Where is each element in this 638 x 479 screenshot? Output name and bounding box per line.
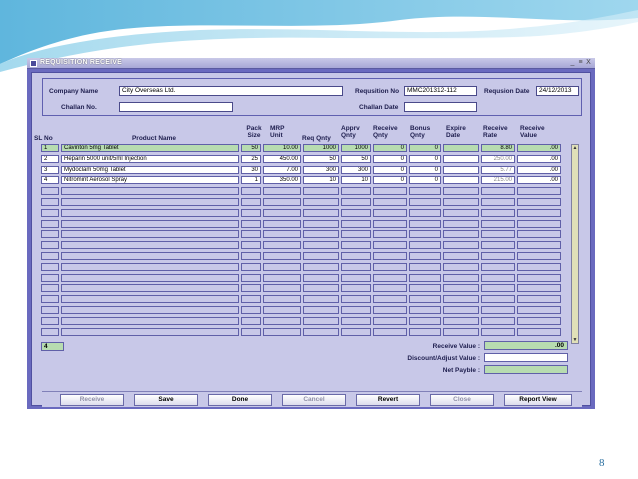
cell-rate[interactable]: 5.77 — [481, 166, 515, 174]
cell-sl[interactable]: 1 — [41, 144, 59, 152]
cell-value[interactable]: .00 — [517, 155, 561, 163]
cell-req[interactable] — [303, 274, 339, 282]
cell-req[interactable] — [303, 198, 339, 206]
cell-value[interactable] — [517, 252, 561, 260]
report-view-button[interactable]: Report View — [504, 394, 572, 406]
cell-mrp[interactable] — [263, 198, 301, 206]
col-sl-no: SL No — [34, 135, 53, 142]
cell-value[interactable] — [517, 306, 561, 314]
empty-table-row[interactable] — [41, 209, 571, 218]
col-receive-value: Receive Value — [520, 125, 545, 139]
cell-bonus[interactable] — [409, 230, 441, 238]
minimize-icon[interactable]: _ — [570, 59, 575, 66]
cell-receive[interactable] — [373, 198, 407, 206]
done-button[interactable]: Done — [208, 394, 272, 406]
cell-receive[interactable] — [373, 220, 407, 228]
cell-pack[interactable] — [241, 284, 261, 292]
window-title: REQUISITION RECEIVE — [40, 59, 122, 66]
cell-mrp[interactable] — [263, 209, 301, 217]
cell-bonus[interactable]: 0 — [409, 144, 441, 152]
cell-sl[interactable] — [41, 274, 59, 282]
cell-sl[interactable] — [41, 198, 59, 206]
table-row[interactable] — [41, 166, 571, 175]
company-field[interactable]: City Overseas Ltd. — [119, 86, 343, 96]
cell-pack[interactable] — [241, 317, 261, 325]
receive-value-total: .00 — [484, 341, 568, 350]
cell-mrp[interactable] — [263, 220, 301, 228]
cell-rate[interactable]: 215.00 — [481, 176, 515, 184]
cell-pack[interactable] — [241, 274, 261, 282]
cell-rate[interactable] — [481, 220, 515, 228]
slide-page-number: 8 — [599, 457, 605, 469]
receive-value-label: Receive Value : — [432, 343, 480, 350]
cell-bonus[interactable] — [409, 241, 441, 249]
cell-receive[interactable]: 0 — [373, 144, 407, 152]
cell-product[interactable] — [61, 187, 239, 195]
discount-field[interactable] — [484, 353, 568, 362]
cell-rate[interactable] — [481, 317, 515, 325]
cell-mrp[interactable] — [263, 295, 301, 303]
cell-apprv[interactable] — [341, 209, 371, 217]
cell-expire[interactable] — [443, 328, 479, 336]
table-row[interactable] — [41, 155, 571, 164]
cell-receive[interactable] — [373, 187, 407, 195]
cell-sl[interactable]: 4 — [41, 176, 59, 184]
cell-pack[interactable] — [241, 263, 261, 271]
cell-expire[interactable] — [443, 166, 479, 174]
cell-value[interactable] — [517, 328, 561, 336]
cell-expire[interactable] — [443, 155, 479, 163]
cell-pack[interactable] — [241, 230, 261, 238]
cell-req[interactable]: 10 — [303, 176, 339, 184]
cell-product[interactable] — [61, 241, 239, 249]
net-payble-label: Net Payble : — [442, 367, 480, 374]
cell-req[interactable] — [303, 187, 339, 195]
cell-product[interactable] — [61, 274, 239, 282]
challan-no-label: Challan No. — [61, 104, 97, 111]
cell-req[interactable] — [303, 317, 339, 325]
cell-product[interactable] — [61, 295, 239, 303]
col-product-name: Product Name — [131, 135, 177, 142]
empty-table-row[interactable] — [41, 241, 571, 250]
empty-table-row[interactable] — [41, 295, 571, 304]
cancel-button[interactable]: Cancel — [282, 394, 346, 406]
cell-rate[interactable] — [481, 328, 515, 336]
cell-bonus[interactable] — [409, 220, 441, 228]
cell-product[interactable] — [61, 209, 239, 217]
cell-value[interactable] — [517, 220, 561, 228]
cell-bonus[interactable] — [409, 209, 441, 217]
cell-value[interactable] — [517, 295, 561, 303]
cell-rate[interactable] — [481, 241, 515, 249]
cell-sl[interactable] — [41, 317, 59, 325]
cell-apprv[interactable] — [341, 317, 371, 325]
cell-req[interactable] — [303, 284, 339, 292]
cell-pack[interactable]: 25 — [241, 155, 261, 163]
cell-receive[interactable] — [373, 295, 407, 303]
cell-product[interactable]: Cavinton 5mg Tablet — [61, 144, 239, 152]
cell-bonus[interactable] — [409, 198, 441, 206]
record-count: 4 — [41, 342, 64, 351]
cell-sl[interactable] — [41, 241, 59, 249]
col-receive-qnty: Receive Qnty — [373, 125, 398, 139]
cell-bonus[interactable] — [409, 187, 441, 195]
cell-mrp[interactable]: 350.00 — [263, 176, 301, 184]
grid-scrollbar[interactable] — [571, 144, 579, 344]
cell-sl[interactable] — [41, 306, 59, 314]
cell-product[interactable] — [61, 252, 239, 260]
cell-sl[interactable] — [41, 209, 59, 217]
cell-mrp[interactable]: 450.00 — [263, 155, 301, 163]
cell-apprv[interactable] — [341, 187, 371, 195]
requisition-form — [31, 72, 591, 406]
cell-value[interactable] — [517, 263, 561, 271]
cell-expire[interactable] — [443, 263, 479, 271]
cell-receive[interactable]: 0 — [373, 155, 407, 163]
cell-product[interactable]: Heparin 5000 unit/5ml Injection — [61, 155, 239, 163]
col-mrp-unit: MRP Unit — [270, 125, 285, 139]
cell-rate[interactable] — [481, 295, 515, 303]
cell-rate[interactable] — [481, 252, 515, 260]
cell-value[interactable] — [517, 230, 561, 238]
cell-product[interactable]: Nitromint Aerosol Spray — [61, 176, 239, 184]
cell-sl[interactable]: 3 — [41, 166, 59, 174]
cell-req[interactable]: 50 — [303, 155, 339, 163]
cell-receive[interactable] — [373, 230, 407, 238]
cell-rate[interactable]: 8.80 — [481, 144, 515, 152]
cell-pack[interactable] — [241, 252, 261, 260]
button-bar — [42, 391, 582, 407]
cell-rate[interactable] — [481, 187, 515, 195]
cell-mrp[interactable] — [263, 252, 301, 260]
cell-receive[interactable] — [373, 328, 407, 336]
empty-table-row[interactable] — [41, 230, 571, 239]
cell-expire[interactable] — [443, 176, 479, 184]
empty-table-row[interactable] — [41, 284, 571, 293]
cell-value[interactable] — [517, 317, 561, 325]
cell-receive[interactable] — [373, 274, 407, 282]
cell-product[interactable] — [61, 317, 239, 325]
cell-expire[interactable] — [443, 209, 479, 217]
cell-apprv[interactable] — [341, 295, 371, 303]
cell-apprv[interactable] — [341, 274, 371, 282]
cell-rate[interactable] — [481, 209, 515, 217]
cell-expire[interactable] — [443, 295, 479, 303]
close-button[interactable]: Close — [430, 394, 494, 406]
cell-req[interactable] — [303, 295, 339, 303]
cell-rate[interactable] — [481, 198, 515, 206]
empty-table-row[interactable] — [41, 198, 571, 207]
cell-pack[interactable] — [241, 220, 261, 228]
cell-product[interactable] — [61, 263, 239, 271]
challan-date-label: Challan Date — [359, 104, 399, 111]
cell-pack[interactable] — [241, 328, 261, 336]
cell-apprv[interactable]: 300 — [341, 166, 371, 174]
cell-sl[interactable] — [41, 252, 59, 260]
empty-table-row[interactable] — [41, 220, 571, 229]
net-payble-field — [484, 365, 568, 374]
cell-req[interactable] — [303, 306, 339, 314]
company-label: Company Name — [49, 88, 99, 95]
requsion-date-field[interactable]: 24/12/2013 — [536, 86, 579, 96]
cell-expire[interactable] — [443, 230, 479, 238]
cell-receive[interactable] — [373, 306, 407, 314]
cell-bonus[interactable]: 0 — [409, 166, 441, 174]
app-icon — [30, 60, 37, 67]
col-expire-date: Expire Date — [446, 125, 466, 139]
cell-rate[interactable] — [481, 274, 515, 282]
challan-date-field[interactable] — [404, 102, 477, 112]
cell-req[interactable] — [303, 230, 339, 238]
cell-req[interactable] — [303, 252, 339, 260]
cell-sl[interactable] — [41, 187, 59, 195]
revert-button[interactable]: Revert — [356, 394, 420, 406]
challan-no-field[interactable] — [119, 102, 233, 112]
col-receive-rate: Receive Rate — [483, 125, 508, 139]
cell-mrp[interactable] — [263, 230, 301, 238]
save-button[interactable]: Save — [134, 394, 198, 406]
cell-value[interactable] — [517, 198, 561, 206]
cell-apprv[interactable] — [341, 328, 371, 336]
cell-req[interactable] — [303, 328, 339, 336]
window-titlebar — [27, 58, 595, 69]
close-icon[interactable]: X — [586, 59, 591, 66]
cell-receive[interactable] — [373, 252, 407, 260]
cell-bonus[interactable] — [409, 263, 441, 271]
cell-sl[interactable] — [41, 295, 59, 303]
cell-mrp[interactable] — [263, 263, 301, 271]
cell-value[interactable]: .00 — [517, 176, 561, 184]
cell-req[interactable]: 300 — [303, 166, 339, 174]
items-grid — [41, 144, 571, 344]
cell-receive[interactable] — [373, 284, 407, 292]
cell-req[interactable]: 1000 — [303, 144, 339, 152]
receive-button[interactable]: Receive — [60, 394, 124, 406]
cell-expire[interactable] — [443, 187, 479, 195]
cell-mrp[interactable] — [263, 241, 301, 249]
requisition-no-label: Requsition No — [355, 88, 400, 95]
cell-receive[interactable]: 0 — [373, 176, 407, 184]
cell-bonus[interactable] — [409, 306, 441, 314]
cell-apprv[interactable] — [341, 252, 371, 260]
cell-sl[interactable] — [41, 263, 59, 271]
empty-table-row[interactable] — [41, 187, 571, 196]
cell-req[interactable] — [303, 263, 339, 271]
empty-table-row[interactable] — [41, 317, 571, 326]
cell-pack[interactable]: 1 — [241, 176, 261, 184]
col-pack-size: Pack Size — [246, 125, 262, 139]
cell-apprv[interactable]: 50 — [341, 155, 371, 163]
cell-pack[interactable] — [241, 295, 261, 303]
cell-pack[interactable]: 50 — [241, 144, 261, 152]
table-row[interactable] — [41, 144, 571, 153]
cell-mrp[interactable] — [263, 187, 301, 195]
cell-apprv[interactable] — [341, 263, 371, 271]
cell-mrp[interactable] — [263, 306, 301, 314]
cell-sl[interactable] — [41, 284, 59, 292]
cell-expire[interactable] — [443, 274, 479, 282]
cell-expire[interactable] — [443, 241, 479, 249]
cell-mrp[interactable] — [263, 317, 301, 325]
discount-label: Discount/Adjust Value : — [407, 355, 480, 362]
cell-bonus[interactable] — [409, 328, 441, 336]
cell-value[interactable] — [517, 284, 561, 292]
cell-expire[interactable] — [443, 306, 479, 314]
cell-req[interactable] — [303, 241, 339, 249]
cell-value[interactable]: .00 — [517, 144, 561, 152]
cell-value[interactable] — [517, 187, 561, 195]
col-apprv-qnty: Apprv Qnty — [341, 125, 360, 139]
cell-value[interactable] — [517, 209, 561, 217]
empty-table-row[interactable] — [41, 274, 571, 283]
cell-product[interactable] — [61, 198, 239, 206]
cell-bonus[interactable]: 0 — [409, 155, 441, 163]
requisition-no-field[interactable]: MMC201312-112 — [404, 86, 477, 96]
cell-value[interactable] — [517, 241, 561, 249]
cell-receive[interactable] — [373, 241, 407, 249]
cell-bonus[interactable] — [409, 295, 441, 303]
cell-receive[interactable] — [373, 317, 407, 325]
cell-product[interactable] — [61, 328, 239, 336]
cell-pack[interactable] — [241, 209, 261, 217]
cell-sl[interactable] — [41, 230, 59, 238]
cell-apprv[interactable] — [341, 241, 371, 249]
cell-product[interactable] — [61, 220, 239, 228]
col-bonus-qnty: Bonus Qnty — [410, 125, 431, 139]
cell-pack[interactable] — [241, 241, 261, 249]
cell-bonus[interactable] — [409, 274, 441, 282]
cell-pack[interactable] — [241, 306, 261, 314]
cell-bonus[interactable] — [409, 284, 441, 292]
cell-receive[interactable]: 0 — [373, 166, 407, 174]
cell-bonus[interactable] — [409, 317, 441, 325]
empty-table-row[interactable] — [41, 328, 571, 337]
cell-expire[interactable] — [443, 198, 479, 206]
cell-pack[interactable]: 30 — [241, 166, 261, 174]
cell-bonus[interactable] — [409, 252, 441, 260]
cell-receive[interactable] — [373, 263, 407, 271]
cell-pack[interactable] — [241, 187, 261, 195]
cell-value[interactable] — [517, 274, 561, 282]
cell-rate[interactable] — [481, 284, 515, 292]
cell-mrp[interactable]: 10.00 — [263, 144, 301, 152]
cell-mrp[interactable] — [263, 274, 301, 282]
cell-mrp[interactable] — [263, 328, 301, 336]
cell-rate[interactable] — [481, 306, 515, 314]
empty-table-row[interactable] — [41, 306, 571, 315]
cell-product[interactable]: Mydoclam 50mg Tablet — [61, 166, 239, 174]
cell-product[interactable] — [61, 306, 239, 314]
cell-apprv[interactable] — [341, 306, 371, 314]
cell-product[interactable] — [61, 284, 239, 292]
cell-apprv[interactable]: 10 — [341, 176, 371, 184]
application-window — [27, 58, 595, 409]
cell-product[interactable] — [61, 230, 239, 238]
cell-apprv[interactable] — [341, 220, 371, 228]
cell-bonus[interactable]: 0 — [409, 176, 441, 184]
restore-icon[interactable]: ≡ — [578, 59, 583, 66]
cell-apprv[interactable] — [341, 284, 371, 292]
cell-pack[interactable] — [241, 198, 261, 206]
cell-sl[interactable] — [41, 328, 59, 336]
empty-table-row[interactable] — [41, 252, 571, 261]
cell-req[interactable] — [303, 220, 339, 228]
table-row[interactable] — [41, 176, 571, 185]
header-section — [42, 78, 582, 116]
cell-req[interactable] — [303, 209, 339, 217]
cell-expire[interactable] — [443, 144, 479, 152]
cell-expire[interactable] — [443, 220, 479, 228]
cell-sl[interactable]: 2 — [41, 155, 59, 163]
cell-mrp[interactable] — [263, 284, 301, 292]
scroll-up-icon[interactable]: ▲ — [572, 145, 578, 151]
cell-expire[interactable] — [443, 317, 479, 325]
empty-table-row[interactable] — [41, 263, 571, 272]
requsion-date-label: Requsion Date — [484, 88, 530, 95]
cell-rate[interactable] — [481, 263, 515, 271]
col-req-qnty: Req Qnty — [302, 135, 331, 142]
cell-rate[interactable]: 250.00 — [481, 155, 515, 163]
cell-receive[interactable] — [373, 209, 407, 217]
cell-apprv[interactable] — [341, 230, 371, 238]
cell-expire[interactable] — [443, 252, 479, 260]
cell-apprv[interactable] — [341, 198, 371, 206]
cell-rate[interactable] — [481, 230, 515, 238]
cell-expire[interactable] — [443, 284, 479, 292]
cell-value[interactable]: .00 — [517, 166, 561, 174]
cell-apprv[interactable]: 1000 — [341, 144, 371, 152]
scroll-down-icon[interactable]: ▼ — [572, 337, 578, 343]
cell-mrp[interactable]: 7.00 — [263, 166, 301, 174]
cell-sl[interactable] — [41, 220, 59, 228]
